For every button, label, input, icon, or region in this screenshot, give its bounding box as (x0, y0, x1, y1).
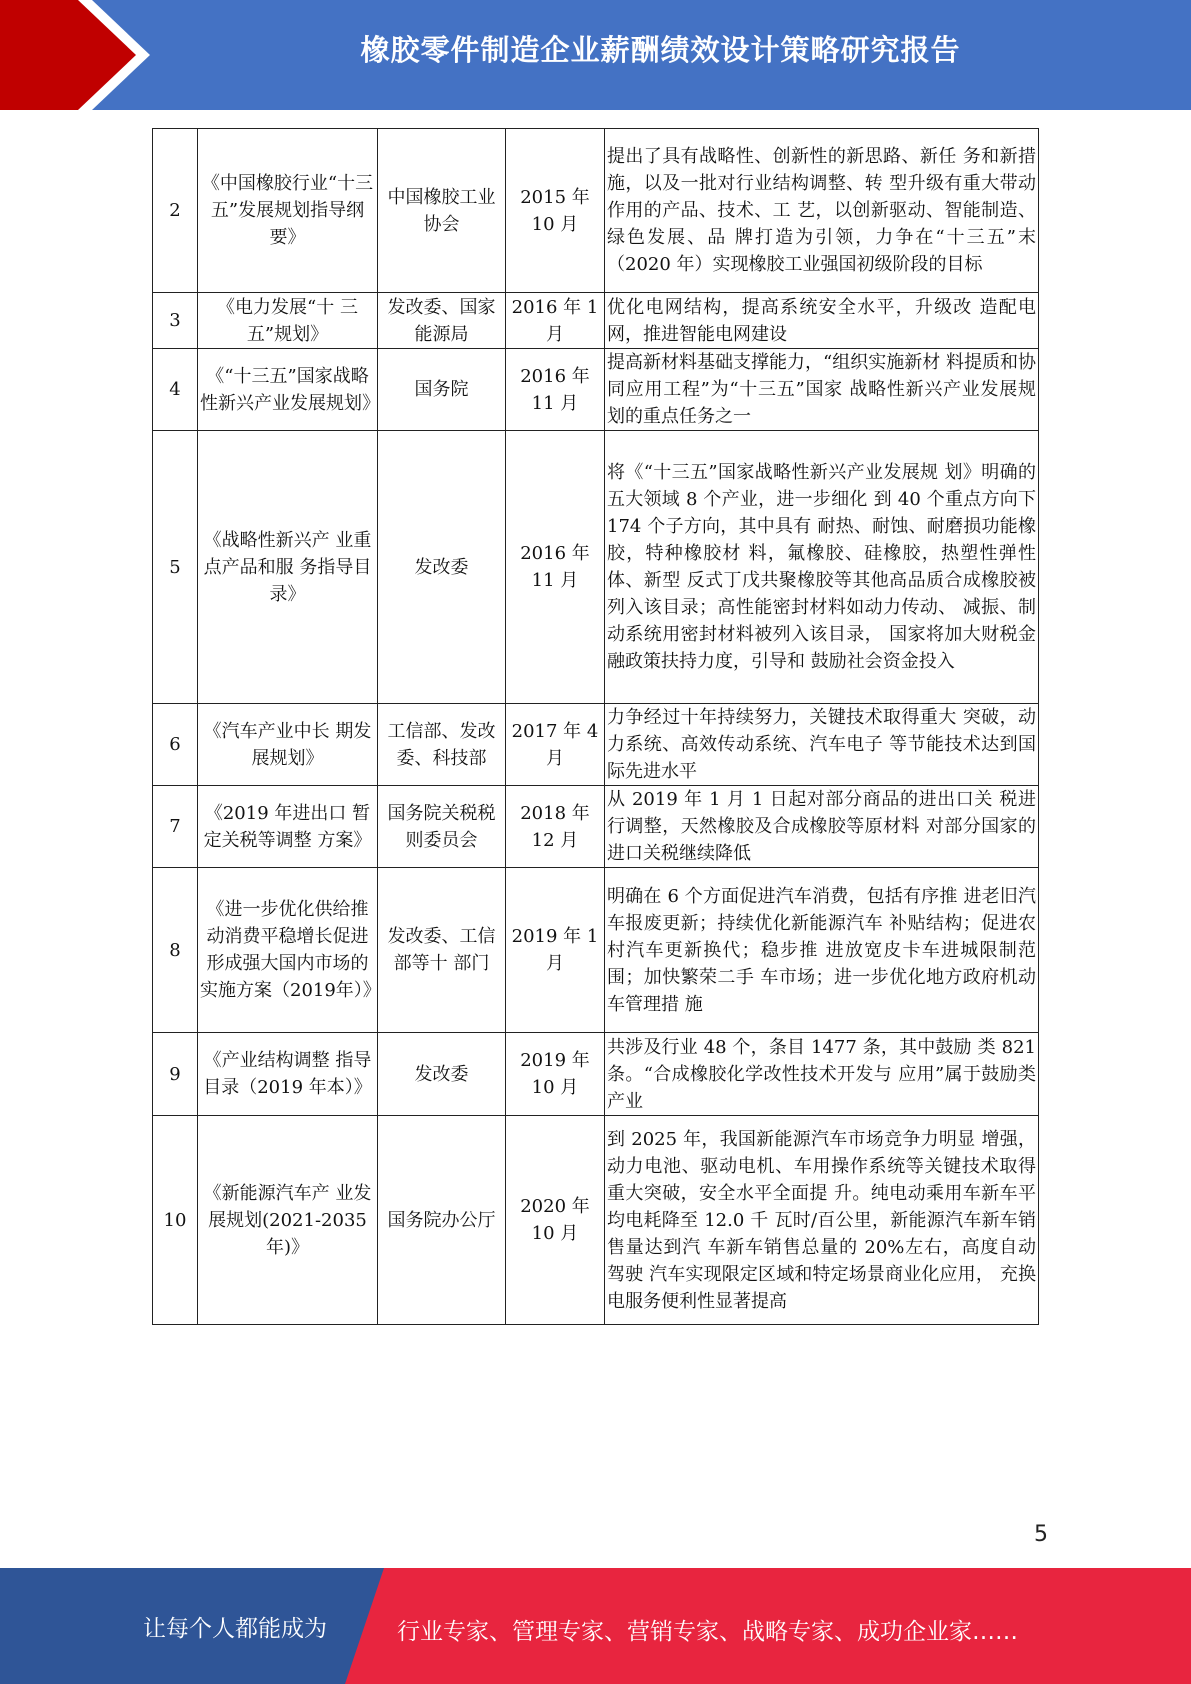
issue-date: 2017 年 4 月 (506, 704, 605, 786)
issuing-agency: 发改委、工信部等十 部门 (378, 868, 506, 1033)
issuing-agency: 国务院 (378, 349, 506, 431)
policy-name: 《产业结构调整 指导目录（2019 年本）》 (198, 1033, 378, 1116)
issue-date: 2016 年 11 月 (506, 349, 605, 431)
policy-name: 《战略性新兴产 业重点产品和服 务指导目录》 (198, 431, 378, 704)
table-row (153, 129, 1039, 293)
issuing-agency: 工信部、发改委、科技部 (378, 704, 506, 786)
policy-name: 《汽车产业中长 期发展规划》 (198, 704, 378, 786)
issuing-agency: 中国橡胶工业协会 (378, 129, 506, 293)
policy-content: 将《“十三五”国家战略性新兴产业发展规 划》明确的五大领域 8 个产业，进一步细化 到 40 个重点方向下 174 个子方向，其中具有 耐热、耐蚀、耐磨损功能橡胶，特种橡胶材 料，氟橡胶、硅橡胶，热塑性弹性体、新型 反式丁戊共聚橡胶等其他高品质合成橡胶被 列入该目录；高性能密封材料如动力传动、 减振、制动系统用密封材料被列入该目录， 国家将加大财税金融政策扶持力度，引导和 鼓励社会资金投入 (605, 431, 1039, 704)
row-number: 6 (153, 704, 198, 786)
issuing-agency: 发改委 (378, 1033, 506, 1116)
row-number: 8 (153, 868, 198, 1033)
row-number: 5 (153, 431, 198, 704)
table-row (153, 786, 1039, 868)
issue-date: 2018 年 12 月 (506, 786, 605, 868)
policy-content: 提出了具有战略性、创新性的新思路、新任 务和新措施，以及一批对行业结构调整、转 型升级有重大带动作用的产品、技术、工 艺，以创新驱动、智能制造、绿色发展、品 牌打造为引领，力争在“十三五”末（2020 年）实现橡胶工业强国初级阶段的目标 (605, 129, 1039, 293)
issue-date: 2019 年 10 月 (506, 1033, 605, 1116)
issue-date: 2019 年 1 月 (506, 868, 605, 1033)
policy-content: 明确在 6 个方面促进汽车消费，包括有序推 进老旧汽车报废更新；持续优化新能源汽车 补贴结构；促进农村汽车更新换代；稳步推 进放宽皮卡车进城限制范围；加快繁荣二手 车市场；进一步优化地方政府机动车管理措 施 (605, 868, 1039, 1033)
page-footer (0, 1568, 1191, 1684)
table-row (153, 868, 1039, 1033)
policy-content: 提高新材料基础支撑能力，“组织实施新材 料提质和协同应用工程”为“十三五”国家 战略性新兴产业发展规划的重点任务之一 (605, 349, 1039, 431)
table-row (153, 1116, 1039, 1325)
policy-name: 《进一步优化供给推动消费平稳增长促进形成强大国内市场的实施方案（2019年）》 (198, 868, 378, 1033)
table-row (153, 293, 1039, 349)
policy-table (152, 128, 1039, 1325)
policy-content: 从 2019 年 1 月 1 日起对部分商品的进出口关 税进行调整，天然橡胶及合成橡胶等原材料 对部分国家的进口关税继续降低 (605, 786, 1039, 868)
table-row (153, 704, 1039, 786)
header-arrow-decoration (0, 0, 150, 110)
row-number: 10 (153, 1116, 198, 1325)
policy-content: 优化电网结构，提高系统安全水平，升级改 造配电网，推进智能电网建设 (605, 293, 1039, 349)
header-title: 橡胶零件制造企业薪酬绩效设计策略研究报告 (360, 33, 961, 67)
policy-content: 力争经过十年持续努力，关键技术取得重大 突破，动力系统、高效传动系统、汽车电子 等节能技术达到国际先进水平 (605, 704, 1039, 786)
policy-name: 《“十三五”国家战略性新兴产业发展规划》 (198, 349, 378, 431)
issue-date: 2016 年 1 月 (506, 293, 605, 349)
footer-slogan-left: 让每个人都能成为 (143, 1616, 327, 1642)
issue-date: 2020 年 10 月 (506, 1116, 605, 1325)
row-number: 7 (153, 786, 198, 868)
policy-content: 到 2025 年，我国新能源汽车市场竞争力明显 增强，动力电池、驱动电机、车用操作系统等关键技术取得重大突破，安全水平全面提 升。纯电动乘用车新车平均电耗降至 12.0 千 瓦时/百公里，新能源汽车新车销售量达到汽 车新车销售总量的 20%左右，高度自动驾驶 汽车实现限定区域和特定场景商业化应用， 充换电服务便利性显著提高 (605, 1116, 1039, 1325)
page-header (0, 0, 1191, 110)
page-number: 5 (1034, 1522, 1048, 1547)
issuing-agency: 发改委、国家能源局 (378, 293, 506, 349)
issue-date: 2016 年 11 月 (506, 431, 605, 704)
policy-name: 《2019 年进出口 暂定关税等调整 方案》 (198, 786, 378, 868)
table-row (153, 349, 1039, 431)
issuing-agency: 发改委 (378, 431, 506, 704)
table-row (153, 1033, 1039, 1116)
policy-name: 《中国橡胶行业“十三五”发展规划指导纲要》 (198, 129, 378, 293)
row-number: 4 (153, 349, 198, 431)
footer-slogan-right: 行业专家、管理专家、营销专家、战略专家、成功企业家…… (397, 1619, 1018, 1645)
table-row (153, 431, 1039, 704)
policy-name: 《电力发展“十 三五”规划》 (198, 293, 378, 349)
issue-date: 2015 年 10 月 (506, 129, 605, 293)
issuing-agency: 国务院办公厅 (378, 1116, 506, 1325)
row-number: 2 (153, 129, 198, 293)
policy-name: 《新能源汽车产 业发展规划(2021-2035 年)》 (198, 1116, 378, 1325)
policy-content: 共涉及行业 48 个，条目 1477 条，其中鼓励 类 821 条。“合成橡胶化学改性技术开发与 应用”属于鼓励类产业 (605, 1033, 1039, 1116)
issuing-agency: 国务院关税税则委员会 (378, 786, 506, 868)
row-number: 3 (153, 293, 198, 349)
row-number: 9 (153, 1033, 198, 1116)
